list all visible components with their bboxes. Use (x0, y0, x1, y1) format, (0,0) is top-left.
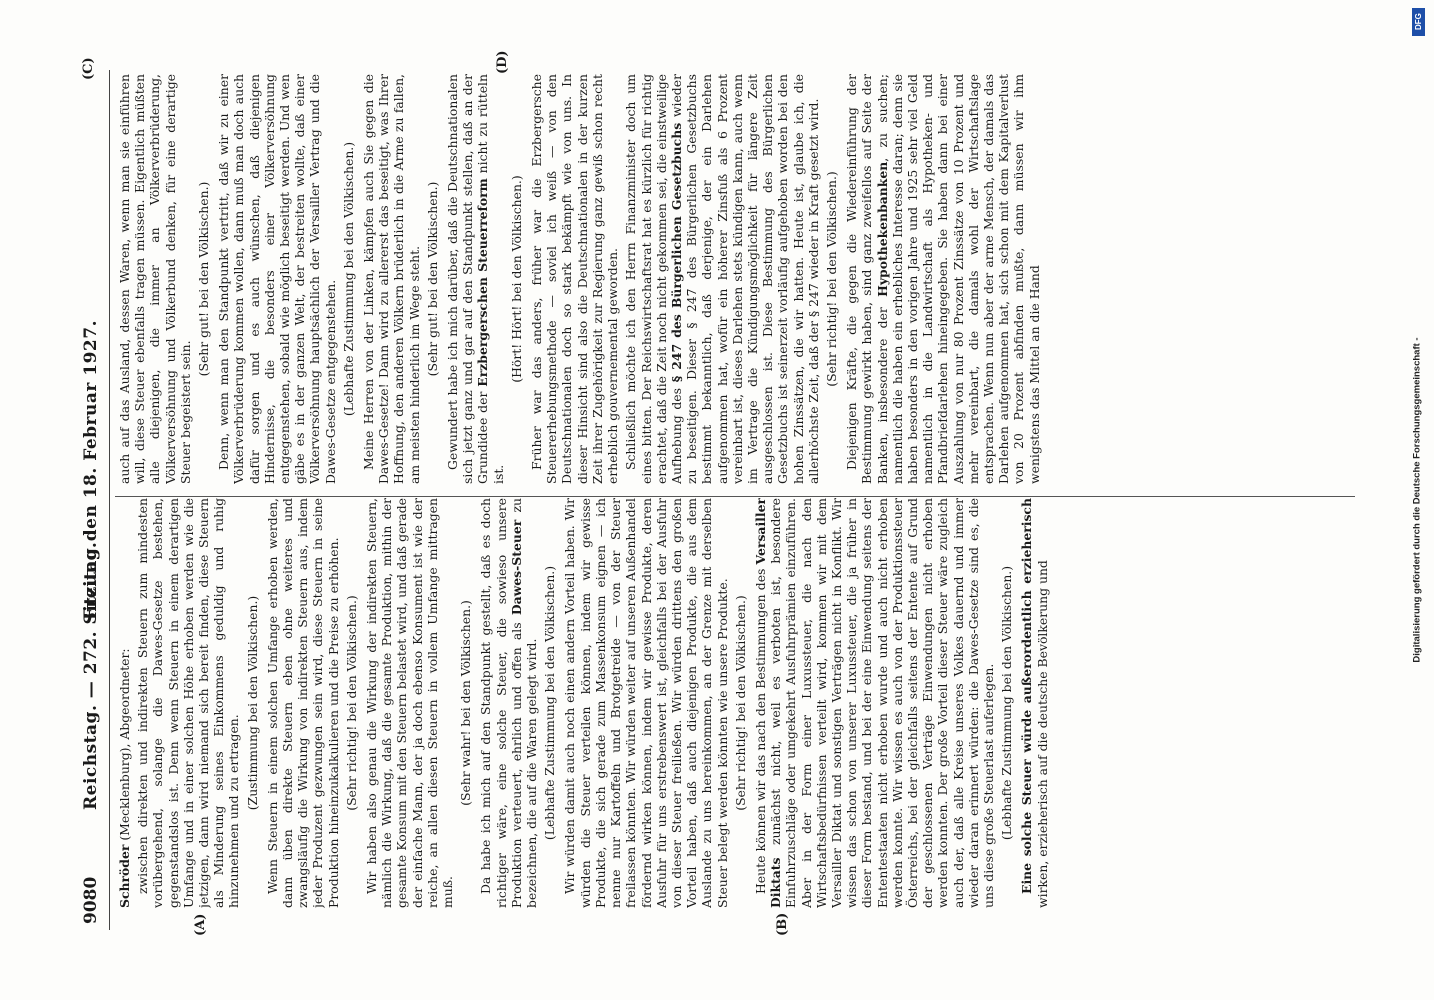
paragraph: Wir würden damit auch noch einen andern Vorteil haben. Wir würden die Steuer verteilen können, indem wir gewisse Produkte, die sich gerade zum Massenkonsum eignen — ich nenne nur Kartoffeln und Brotgetreide — von der Steuer freilassen könnten. Wir würden weiter auf unseren Außenhandel fördernd wirken können, indem wir gewisse Produkte, deren Ausfuhr für uns erstrebenswert ist, gleichfalls bei der Ausfuhr von dieser Steuer freiließen. Wir würden drittens den großen Vorteil haben, daß auch diejenigen Produkte, die aus dem Auslande zu uns hereinkommen, an der Grenze mit derselben Steuer belegt werden könnten wie unsere Produkte. (562, 498, 730, 908)
paragraph: Denn, wenn man den Standpunkt vertritt, daß wir zu einer Völkerverbrüderung kommen wollen, dann muß man doch auch dafür sorgen und es auch wünschen, daß diejenigen Hindernisse, die besonders einer Völkerversöhnung entgegenstehen, sobald wie möglich beseitigt werden. Und wen gäbe es in der ganzen Welt, der bestreiten wollte, daß einer Völkerversöhnung hauptsächlich der Versailler Vertrag und die Dawes-Gesetze entgegenstehen. (216, 74, 338, 484)
paragraph: Gewundert habe ich mich darüber, daß die Deutschnationalen sich jetzt ganz und gar auf den Standpunkt stellen, daß an der Grundidee der Erzbergerschen Steuerreform nicht zu rütteln ist. (445, 74, 506, 484)
session-date: Freitag den 18. Februar 1927. (81, 320, 101, 620)
remark: (Sehr gut! bei den Völkischen.) (424, 181, 440, 377)
paragraph: Wenn Steuern in einem solchen Umfange erhoben werden, dann üben direkte Steuern eben ohne weiteres und zwangsläufig die Wirkung von indirekten Steuern aus, indem jeder Produzent gezwungen sein wird, diese Steuern in seine Produktion hineinzukalkulieren und die Preise zu erhöhen. (264, 498, 341, 908)
paragraph: Wir haben also genau die Wirkung der indirekten Steuern, nämlich die Wirkung, daß die gesamte Produktion, mithin der gesamte Konsum mit den Steuern belastet wird, und daß gerade der einfache Mann, der ja doch ebenso Konsument ist wie der reiche, an allen diesen Steuern in vollem Umfange mittragen muß. (364, 498, 456, 908)
remark: (Sehr wahr! bei den Völkischen.) (458, 600, 474, 806)
emphasis: Erzbergerschen Steuerreform (475, 178, 491, 387)
paragraph: Schließlich möchte ich den Herrn Finanzminister doch um eines bitten. Der Reichswirtschaftsrat hat es kürzlich für richtig erachtet, daß die Zeit noch nicht gekommen sei, die einstweilige Aufhebung des § 247 des Bürgerlichen Gesetzbuchs wieder zu beseitigen. Dieser § 247 des Bürgerlichen Gesetzbuchs bestimmt bekanntlich, daß derjenige, der ein Darlehen aufgenommen hat, wofür ein höherer Zinsfuß als 6 Prozent vereinbart ist, dieses Darlehen stets kündigen kann, auch wenn im Vertrage die Kündigungsmöglichkeit für längere Zeit ausgeschlossen ist. Diese Bestimmung des Bürgerlichen Gesetzbuchs ist seinerzeit vorläufig aufgehoben worden bei den hohen Zinssätzen, die wir hatten. Heute ist, glaube ich, die allerhöchste Zeit, daß der § 247 wieder in Kraft gesetzt wird. (623, 74, 821, 484)
paragraph: Heute können wir das nach den Bestimmungen des Versailler Diktats zunächst nicht, weil es verboten ist, besondere Einfuhrzuschläge oder umgekehrt Ausfuhrprämien einzuführen. Aber in der Form einer Luxussteuer, die nach den Wirtschaftsbedürfnissen verteilt wird, kommen wir mit dem Versailler Diktat und sonstigen Verträgen nicht in Konflikt. Wir wissen das schon von unserer Luxussteuer, die ja früher in dieser Form bestand, und bei der eine Einwendung seitens der Ententestaaten nicht erhoben wurde und auch nicht erhoben werden konnte. Wir wissen es auch von der Produktionssteuer Österreichs, bei der gleichfalls seitens der Entente auf Grund der geschlossenen Verträge Einwendungen nicht erhoben werden konnten. Der große Vorteil dieser Steuer wäre zugleich auch der, daß alle Kreise unseres Volkes dauernd und immer wieder daran erinnert würden: die Dawes-Gesetze sind es, die uns diese große Steuerlast auferlegen. (752, 498, 996, 908)
session-title: Reichstag. — 272. Sitzung. (81, 541, 101, 810)
credit-text: Digitalisierung gefördert durch die Deutsche Forschungsgemeinschaft - (1411, 337, 1423, 663)
margin-mark-b: (B) (775, 912, 790, 936)
remark: (Sehr richtig! bei den Völkischen.) (823, 171, 839, 387)
remark: (Sehr richtig! bei den Völkischen.) (343, 595, 359, 811)
remark: (Sehr gut! bei den Völkischen.) (196, 181, 212, 377)
rotated-page-content (75, 50, 1365, 936)
paragraph: Früher war das anders, früher war die Erzbergersche Steuererhebungsmethode — soviel ich weiß — von den Deutschnationalen doch so stark bekämpft wie von uns. In dieser Hinsicht sind also die Deutschnationalen in der kurzen Zeit ihrer Zugehörigkeit zur Regierung ganz gewiß schon recht erheblich gouvernemental geworden. (529, 74, 621, 484)
remark: (Lebhafte Zustimmung bei den Völkischen.) (542, 565, 558, 841)
paragraph: Eine solche Steuer würde außerordentlich erzieherisch wirken, erzieherisch auf die deutsche Bevölkerung und (1019, 498, 1050, 908)
margin-mark-d: (D) (495, 50, 510, 74)
page-number: 9080 (81, 876, 101, 924)
remark: (Sehr richtig! bei den Völkischen.) (732, 595, 748, 811)
speaker-name: Schröder (117, 844, 132, 908)
column-divider (115, 496, 1355, 497)
left-column (117, 498, 1357, 908)
emphasis: Eine solche Steuer würde außerordentlich erzieherisch (1019, 498, 1035, 894)
emphasis: Hypothekenbanken (874, 161, 890, 297)
paragraph (117, 498, 132, 908)
remark: (Zustimmung bei den Völkischen.) (244, 595, 260, 811)
emphasis: § 247 des Bürgerlichen Gesetzbuchs (668, 122, 684, 383)
paragraph: auch auf das Ausland, dessen Waren, wenn man sie einführen will, diese Steuer ebenfalls tragen müssen. Eigentlich müßten alle diejenigen, die immer an Völkerverbrüderung, Völkerversöhnung und Völkerbund denken, für eine derartige Steuer begeistert sein. (117, 74, 193, 484)
remark: (Hört! Hört! bei den Völkischen.) (508, 175, 524, 383)
emphasis: Dawes-Steuer (508, 519, 524, 616)
speaker-affiliation: (Mecklenburg), Abgeordneter: (117, 648, 132, 845)
margin-mark-a: (A) (193, 913, 208, 936)
right-column (117, 74, 1357, 484)
emphasis: Versailler Diktats (752, 498, 784, 908)
paragraph: zwischen direkten und indirekten Steuern zum mindesten vorübergehend, solange die Dawes-Gesetze bestehen, gegenstandslos ist. Denn wenn Steuern in einem derartigen Umfange und in einer solchen Höhe erhoben werden wie die jetzigen, dann wird niemand sich bereit finden, diese Steuern als Minderung seines Einkommens geduldig und ruhig hinzunehmen und zu ertragen. (135, 498, 242, 908)
margin-mark-c: (C) (81, 57, 96, 80)
paragraph: Da habe ich mich auf den Standpunkt gestellt, daß es doch richtiger wäre, eine solche Steuer, die sowieso unsere Produktion verteuert, ehrlich und offen als Dawes-Steuer zu bezeichnen, die auf die Waren gelegt wird. (478, 498, 540, 908)
remark: (Lebhafte Zustimmung bei den Völkischen.) (999, 565, 1015, 841)
dfg-logo: DFG (1412, 8, 1425, 36)
remark: (Lebhafte Zustimmung bei den Völkischen.) (340, 141, 356, 417)
digitization-credit (1400, 0, 1434, 1000)
paragraph: Diejenigen Kräfte, die gegen die Wiedereinführung der Bestimmung gewirkt haben, sind ganz zweifellos auf Seite der Banken, insbesondere der Hypothekenbanken, zu suchen; namentlich die haben ein erhebliches Interesse daran; denn sie haben besonders in den vorigen Jahre und 1925 sehr viel Geld namentlich in die Landwirtschaft als Hypotheken- und Pfandbriefdarlehen hineingegeben. Sie haben dann bei einer Auszahlung von nur 80 Prozent Zinssätze von 10 Prozent und mehr vereinbart, die damals wohl der Wirtschaftslage entsprachen. Wenn nun aber der arme Mensch, der damals das Darlehen aufgenommen hat, sich schon mit dem Kapitalverlust von 20 Prozent abfinden mußte, dann müssen wir ihm wenigstens das Mittel an die Hand (844, 74, 1042, 484)
paragraph: Meine Herren von der Linken, kämpfen auch Sie gegen die Dawes-Gesetze! Dann wird zu allererst das beseitigt, was Ihrer Hoffnung, den anderen Völkern brüderlich in die Arme zu fallen, am meisten hinderlich im Wege steht. (361, 74, 422, 484)
page-header (75, 70, 110, 930)
